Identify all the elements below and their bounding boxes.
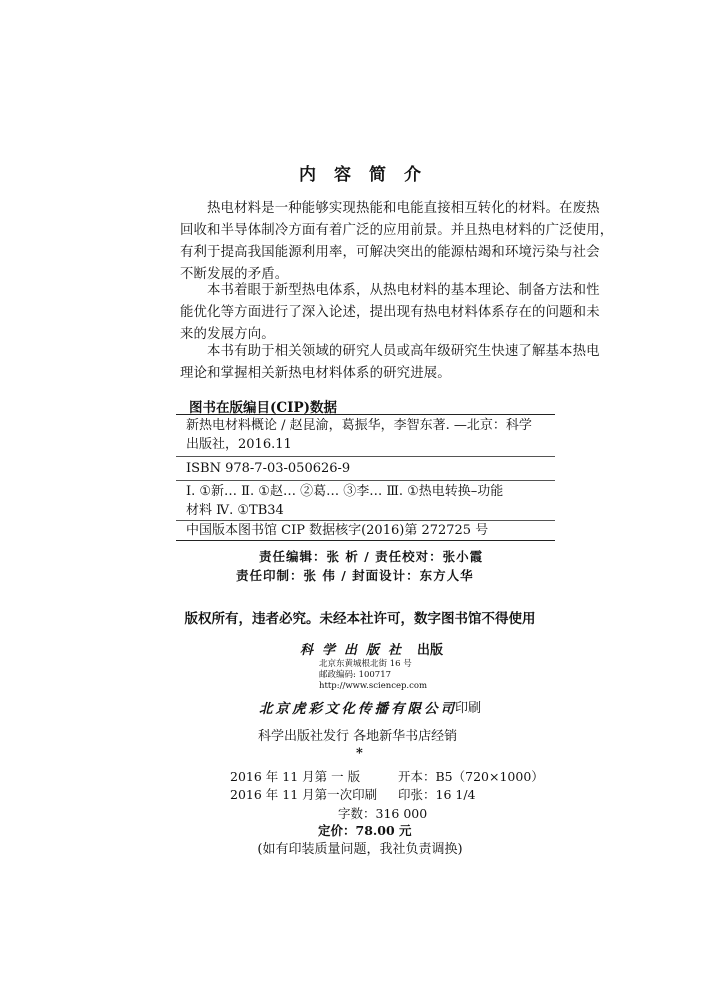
summary-paragraph-2 xyxy=(180,280,600,346)
cip-divider xyxy=(176,480,555,481)
cip-record-line: 新热电材料概论 / 赵昆渝，葛振华，李智东著. —北京：科学 xyxy=(186,418,532,433)
summary-title: 内容简介 xyxy=(299,165,439,185)
paragraph-line: 理论和掌握相关新热电材料体系的研究进展。 xyxy=(180,366,451,381)
distribution-line: 科学出版社发行 各地新华书店经销 xyxy=(258,729,458,744)
paragraph-line: 来的发展方向。 xyxy=(180,327,275,342)
first-edition: 2016 年 11 月第 一 版 xyxy=(230,769,361,784)
summary-paragraph-3 xyxy=(180,341,600,385)
cip-class-line: Ⅰ. ①新… Ⅱ. ①赵… ②葛… ③李… Ⅲ. ①热电转换–功能 xyxy=(186,484,504,499)
credits-editor-proofreader: 责任编辑：张 析 / 责任校对：张小霞 xyxy=(259,549,484,564)
paragraph-line: 热电材料是一种能够实现热能和电能直接相互转化的材料。在废热 xyxy=(207,201,600,216)
publisher-suffix: 出版 xyxy=(417,643,444,658)
publisher-name: 科学出版社 xyxy=(300,643,411,658)
first-printing: 2016 年 11 月第一次印刷 xyxy=(230,787,378,802)
publisher-website: http://www.sciencep.com xyxy=(319,681,428,691)
printer-name: 北京虎彩文化传播有限公司 xyxy=(259,701,457,717)
paragraph-line: 有利于提高我国能源利用率，可解决突出的能源枯竭和环境污染与社会 xyxy=(180,245,600,260)
cip-class-line: 材料 Ⅳ. ①TB34 xyxy=(186,503,284,518)
cip-record-box xyxy=(176,414,555,541)
cip-record-line: 出版社，2016.11 xyxy=(186,437,292,452)
cip-number: 中国版本图书馆 CIP 数据核字(2016)第 272725 号 xyxy=(186,523,489,538)
paragraph-line: 本书着眼于新型热电体系，从热电材料的基本理论、制备方法和性 xyxy=(207,283,600,298)
book-format: 开本：B5（720×1000） xyxy=(398,769,544,784)
publisher-postcode: 邮政编码: 100717 xyxy=(319,670,392,680)
printer-suffix: 印刷 xyxy=(455,701,482,716)
cip-isbn: ISBN 978-7-03-050626-9 xyxy=(186,461,351,476)
printed-sheets: 印张：16 1/4 xyxy=(398,787,476,802)
publisher-address: 北京东黄城根北街 16 号 xyxy=(319,659,412,669)
rights-notice: 版权所有，违者必究。未经本社许可，数字图书馆不得使用 xyxy=(184,611,536,627)
price: 定价：78.00 元 xyxy=(318,823,412,838)
cip-heading: 图书在版编目(CIP)数据 xyxy=(189,400,337,416)
paragraph-line: 本书有助于相关领域的研究人员或高年级研究生快速了解基本热电 xyxy=(207,344,600,359)
paragraph-line: 能优化等方面进行了深入论述，提出现有热电材料体系存在的问题和未 xyxy=(180,305,600,320)
summary-paragraph-1 xyxy=(180,198,614,286)
paragraph-line: 不断发展的矛盾。 xyxy=(180,267,289,282)
cip-divider xyxy=(176,456,555,457)
star-separator: * xyxy=(356,746,363,761)
word-count: 字数：316 000 xyxy=(338,806,428,821)
paragraph-line: 回收和半导体制冷方面有着广泛的应用前景。并且热电材料的广泛使用， xyxy=(180,223,614,238)
quality-note: (如有印装质量问题，我社负责调换) xyxy=(257,842,463,857)
credits-printing-cover: 责任印制：张 伟 / 封面设计：东方人华 xyxy=(236,568,474,583)
